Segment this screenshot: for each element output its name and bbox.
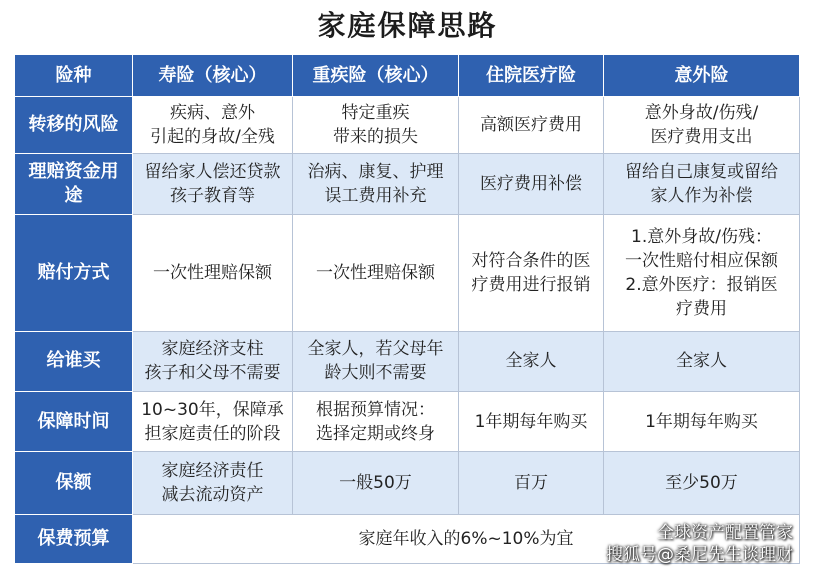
table-cell: 至少50万	[604, 452, 800, 515]
table-cell: 根据预算情况： 选择定期或终身	[293, 391, 459, 451]
header-insurance-type: 险种	[15, 55, 133, 97]
table-cell: 全家人，若父母年 龄大则不需要	[293, 331, 459, 391]
table-cell: 全家人	[604, 331, 800, 391]
table-cell: 1年期每年购买	[459, 391, 604, 451]
table-cell: 治病、康复、护理 误工费用补充	[293, 154, 459, 214]
table-row-pay	[15, 214, 800, 331]
table-cell: 家庭经济支柱 孩子和父母不需要	[133, 331, 293, 391]
header-hospital-medical: 住院医疗险	[459, 55, 604, 97]
table-cell: 10~30年，保障承 担家庭责任的阶段	[133, 391, 293, 451]
table-cell: 特定重疾 带来的损失	[293, 97, 459, 154]
header-accident: 意外险	[604, 55, 800, 97]
watermark-account: 全球资产配置管家	[657, 523, 793, 543]
row-label-term: 保障时间	[15, 391, 133, 451]
table-cell: 一次性理赔保额	[133, 214, 293, 331]
table-cell: 一般50万	[293, 452, 459, 515]
table-cell: 一次性理赔保额	[293, 214, 459, 331]
budget-value: 家庭年收入的6%~10%为宜	[133, 514, 800, 563]
header-critical-illness: 重疾险（核心）	[293, 55, 459, 97]
table-cell: 百万	[459, 452, 604, 515]
row-label-use: 理赔资金用 途	[15, 154, 133, 214]
page-title: 家庭保障思路	[317, 9, 498, 42]
table-row-term	[15, 391, 800, 451]
table-cell: 对符合条件的医 疗费用进行报销	[459, 214, 604, 331]
table-row-amount	[15, 452, 800, 515]
row-label-buyer: 给谁买	[15, 331, 133, 391]
table-cell: 高额医疗费用	[459, 97, 604, 154]
insurance-comparison-table	[14, 54, 800, 564]
table-cell: 1.意外身故/伤残： 一次性赔付相应保额 2.意外医疗：报销医 疗费用	[604, 214, 800, 331]
table-cell: 留给自己康复或留给 家人作为补偿	[604, 154, 800, 214]
watermark-source: 搜狐号@桑尼先生谈理财	[606, 545, 793, 565]
row-label-risk: 转移的风险	[15, 97, 133, 154]
table-row-use	[15, 154, 800, 214]
header-row	[15, 55, 800, 97]
row-label-pay: 赔付方式	[15, 214, 133, 331]
table-cell: 疾病、意外 引起的身故/全残	[133, 97, 293, 154]
row-label-budget: 保费预算	[15, 514, 133, 563]
table-cell: 留给家人偿还贷款 孩子教育等	[133, 154, 293, 214]
table-cell: 1年期每年购买	[604, 391, 800, 451]
table-cell: 家庭经济责任 减去流动资产	[133, 452, 293, 515]
table-row-buyer	[15, 331, 800, 391]
header-life-insurance: 寿险（核心）	[133, 55, 293, 97]
row-label-amount: 保额	[15, 452, 133, 515]
table-row-risk	[15, 97, 800, 154]
watermark	[563, 522, 793, 566]
table-cell: 医疗费用补偿	[459, 154, 604, 214]
table-cell: 意外身故/伤残/ 医疗费用支出	[604, 97, 800, 154]
table-cell: 全家人	[459, 331, 604, 391]
